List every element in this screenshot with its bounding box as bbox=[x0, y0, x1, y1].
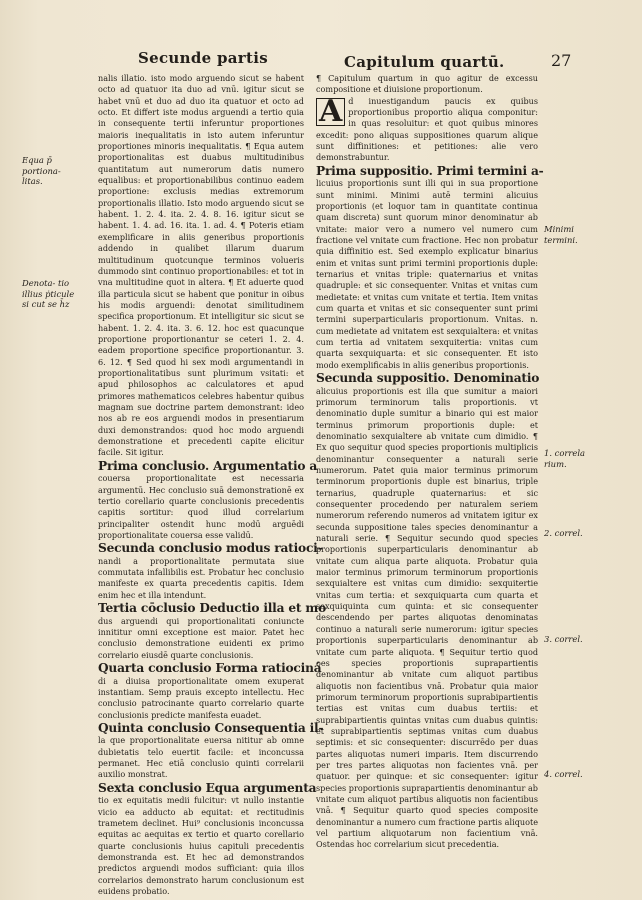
margin-note-correlarium-2: 2. correl. bbox=[544, 528, 583, 538]
chapter-intro-paragraph bbox=[316, 93, 538, 164]
conclusio-5-heading: Quinta conclusio Consequentia il- bbox=[98, 720, 324, 735]
conclusio-2-text: nandi a proportionalitate permutata siue commutata infallibilis est. Probatur hec conclusio manifeste ex quarta precedentis capitis. Idem enim hec et illa intendunt. bbox=[98, 555, 304, 600]
left-intro-paragraph: nalis illatio. isto modo arguendo sicut se habent octo ad quatuor ita duo ad vnū. igitur sicut se habet vnū et duo ad duo ita quatuor et octo ad octo. Et differt iste modus arguendi a tertio quia in consequente tertii inferuntur proportiones maioris inequalitatis in isto autem inferuntur proportiones minoris inequalitatis. ¶ Equa autem proportionalitas est duabus multitudinibus quantitatum aut numerorum datis numero equalibus: et proportionabilibus continuo eadem proportione: exclusis medias extremorum proportionalis illatio. Isto modo arguendo sicut se habent. 1. 2. 4. ita. 2. 4. 8. 16. igitur sicut se habent. 1. 4. ad. 16. ita. 1. ad. 4. ¶ Poteris etiam exemplificare in aliis generibus proportionis addendo in qualibet illarum duarum multitudinum quotcunque terminos volueris dummodo sint continuo proportionabiles: et tot in vna multitudine quot in altera. ¶ Et aduerte quod illa particula sicut se habent que ponitur in oibus his modis arguendi: denotat similitudinem specifica proportionum. Et intelligitur sic sicut se habent. 1. 2. 4. ita. 3. 6. 12. hoc est quacunque proportione proportionantur se ceteri 1. 2. 4. eadem proportione specifice proportionantur. 3. 6. 12. ¶ Sed quod hi sex modi argumentandi in proportionalitatibus sunt plurimum vsitati: et apud philosophos ac calculatores et apud primores mathematicos celebres habentur quibus magnam sue doctrine partem demonstrant: ideo nos ab re eos arguendi modos in presentiarum duxi demonstrandos: quod hoc modo arguendi demonstratione et precedenti capite elicitur facile. Sit igitur. bbox=[98, 73, 304, 458]
margin-note-denotatio: Denota- tio illius ṗticule si cut se h̄z bbox=[22, 278, 75, 310]
conclusio-6-heading: Sexta conclusio Equa argumenta bbox=[98, 780, 317, 795]
conclusio-1-heading: Prima conclusio. Argumentatio a bbox=[98, 458, 318, 473]
conclusio-3-heading: Tertia cōclusio Deductio illa et mo bbox=[98, 601, 327, 616]
margin-note-minimi-termini: Minimi termini. bbox=[544, 224, 578, 245]
suppositio-2-text: alicuius proportionis est illa que sumitur a maiori primorum terminorum talis proportionis. vt denominatio duple sumitur a binario qui est maior terminus primorum proportionis duple: et denominatio sexquialtere ab vnitate cum dimidio. ¶ Ex quo sequitur quod species proportionis multiplicis denominantur consequenter a naturali serie numerorum. Patet quia maior terminus primorum terminorum proportionis duple est binarius, triple ternarius, quadruple quaternarius: et sic consequenter procedendo per naturalem seriem numerorum referendo numeros ad vnitatem igitur ex secunda suppositione tales species denominantur a naturali serie. ¶ Sequitur secundo quod species proportionis superparticularis denominantur ab vnitate cum aliqua parte aliquota. Probatur quia maior terminus primorum terminorum proportionis sexquialtere est vnitas cum dimidio: sexquitertie vnitas cum tertia: et sexquiquarta cum quarta et sexquiquinta cum quinta: et sic consequenter descendendo per partes aliquotas denominatas continuo a naturali serie numerorum: igitur species proportionis superparticularis denominantur ab vnitate cum parte aliquota. ¶ Sequitur tertio quod oes species proportionis suprapartientis denominantur ab vnitate cum aliquot partibus aliquotis non facientibus vnā. Probatur quia maior primorum terminorum proportionis suprabipartientis tertias est vnitas cum duabus tertiis: et suprabipartientis quintas vnitas cum duabus quintis: et suprabipartientis septimas vnitas cum duabus septimis: et sic consequenter: discurrēdo per duas partes aliquotas numeri imparis. Item discurrendo per tres partes aliquotas non facientes vnā. per quatuor. per quinque: et sic consequenter: igitur species proportionis suprapartientis denominantur ab vnitate cum aliquot partibus aliquotis non facientibus vnā. ¶ Sequitur quarto quod species composite denominantur a numero cum fractione partis aliquote vel partium aliquotarum non facientium vnā. Ostendas hoc correlarium sicut precedentia. bbox=[316, 385, 538, 850]
conclusio-3-text: dus arguendi qui proportionalitati coniuncte innititur omni exceptione est maior. Patet hec conclusio demonstratione euidenti ex primo correlario eiusdē quarte conclusionis. bbox=[98, 615, 304, 660]
margin-note-correlarium-3: 3. correl. bbox=[544, 634, 583, 644]
right-text-column bbox=[316, 73, 544, 873]
left-text-column bbox=[98, 73, 327, 896]
folio-number: 27 bbox=[551, 51, 572, 70]
dropcap-initial: A bbox=[316, 98, 345, 126]
conclusio-6-text: tio ex equitatis medii fulcitur: vt nullo instantie vicio ea adducto ab equitat: et rectitudinis trametem declinet. Hui⁹ conclusionis inconcussa equitas ac aequitas ex tertio et quarto corellario quarte conclusionis huius capituli precedentis demonstranda est. Et hec ad demonstrandos predictos arguendi modos sufficiant: quia illos correlarios demonstrato harum conclusionum est euidens probatio. bbox=[98, 795, 304, 896]
running-head-left: Secunde partis bbox=[138, 49, 268, 67]
suppositio-1-heading: Prima suppositio. Primi termini a- bbox=[316, 163, 544, 178]
chapter-heading: ¶ Capitulum quartum in quo agitur de excessu compositione et diuisione proportionum. bbox=[316, 73, 538, 95]
conclusio-4-text: di a diuisa proportionalitate omem exuperat instantiam. Semp prauis excepto intellectu. Hec conclusio patrocinante quarto correlario quarte conclusionis predicte manifesta euadet. bbox=[98, 675, 304, 720]
running-head-right: Capitulum quartū. bbox=[344, 53, 505, 71]
conclusio-1-text: couersa proportionalitate est necessaria argumentū. Hec conclusio suā demonstrationē ex tertio corellario quarte conclusionis precedentis capitis sortitur: quod illud correlarium principaliter ostendit hunc modū arguēdi proportionalitate couersa esse validū. bbox=[98, 473, 304, 540]
conclusio-4-heading: Quarta conclusio Forma ratiociná bbox=[98, 661, 322, 675]
chapter-intro-text: d inuestigandum paucis ex quibus proportionibus proportio aliqua componitur: in quas resoluitur: et quot quibus minores excedit: pono aliquas suppositiones quarum alique sunt diffinitiones: et petitiones: alie vero demonstrabuntur. bbox=[316, 95, 538, 163]
margin-note-equa-proportionalitas: Equa p̄ portiona- litas. bbox=[22, 155, 61, 187]
suppositio-1-text: licuius proportionis sunt illi qui in sua proportione sunt minimi. Minimi autē termini alicuius proportionis (et loquor tam in quantitate continua quam discreta) sunt quorum minor denominatur ab vnitate: maior vero a numero vel numero cum fractione vel vnitate cum fractione. Hec non probatur quia diffinitio est. Sed exemplo explicatur binarius enim et vnitas sunt primi termini proportionis duple: ternarius et vnitas triple: quaternarius et vnitas quadruple: et sic consequenter. Vnitas et vnitas cum medietate: et vnitas cum vnitate et tertia. Item vnitas cum quarta et vnitas et sic consequenter sunt primi termini superparticularis proportionum. Vnitas. n. cum medietate ad vnitatem est sexquialtera: et vnitas cum tertia ad vnitatem sexquitertia: vnitas cum quarta sexquiquarta: et sic consequenter. Et isto modo exemplificabis in aliis generibus proportionis. bbox=[316, 178, 538, 370]
margin-note-correlarium-1: 1. correla rium. bbox=[544, 448, 586, 469]
conclusio-2-heading: Secunda conclusio modus ratioci- bbox=[98, 541, 323, 556]
conclusio-5-text: la que proportionalitate euersa nititur ab omne dubietatis telo euertit facile: et inconcussa permanet. Hec etiā conclusio quinti correlarii auxilio monstrat. bbox=[98, 735, 304, 780]
margin-note-correlarium-4: 4. correl. bbox=[544, 769, 583, 779]
suppositio-2-heading: Secunda suppositio. Denominatio bbox=[316, 371, 540, 386]
